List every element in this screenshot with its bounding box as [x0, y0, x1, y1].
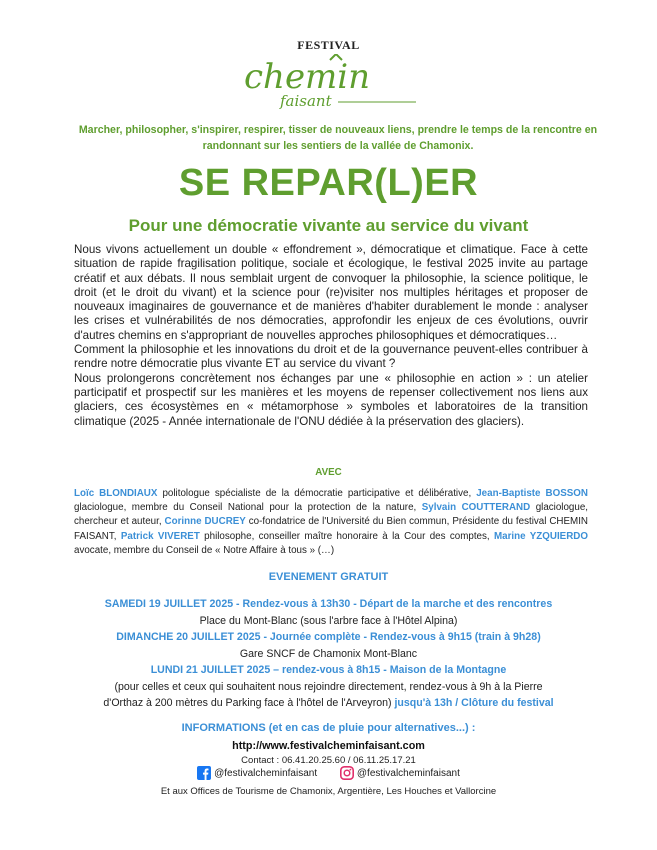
guest-name: Corinne DUCREY — [164, 516, 246, 528]
body-text — [74, 243, 588, 429]
guest-name: Marine YZQUIERDO — [493, 530, 588, 542]
festival-label: FESTIVAL — [297, 38, 360, 52]
logo-sub-text: faisant — [280, 92, 332, 110]
intro-text: Marcher, philosopher, s'inspirer, respirer, tisser de nouveaux liens, prendre le temps de la rencontre en randonnant sur les sentiers de la vallée de Chamonix. — [78, 124, 598, 152]
instagram-handle: @festivalcheminfaisant — [356, 767, 460, 779]
guest-name: Sylvain COUTTERAND — [421, 502, 531, 514]
guest-desc: politologue spécialiste de la démocratie participative et délibérative, — [157, 488, 477, 499]
guest-desc: avocate, membre du Conseil de « Notre Affaire à tous » (…) — [74, 544, 335, 556]
guest-desc: co-fondatrice de l'Université du Bien commun, Présidente du festival CHEMIN FAISANT, — [74, 516, 588, 542]
main-title: SE REPAR(L)ER — [178, 162, 479, 204]
instagram-link[interactable] — [340, 766, 460, 780]
guest-name: Loïc BLONDIAUX — [74, 488, 158, 499]
guest-list — [74, 487, 588, 558]
tourism-offices: Et aux Offices de Tourisme de Chamonix, Argentière, Les Houches et Vallorcine — [160, 786, 497, 797]
logo-main-text: chemin — [244, 57, 371, 97]
day3-note-line2 — [0, 695, 657, 712]
chemin-faisant-logo — [238, 54, 423, 114]
facebook-link[interactable] — [197, 766, 317, 780]
day3-note-text: d'Orthaz à 200 mètres du Parking face à l'hôtel de l'Arveyron) — [103, 697, 392, 709]
body-paragraph-3: Nous prolongerons concrètement nos échanges par une « philosophie en action » : un atelier participatif et prospectif sur les manières et les moyens de repenser collectivement nos liens aux glaciers, ces écosystèmes en « métamorphose » symboles et laboratoires de la transition climatique (2025 - Année internationale de l'ONU dédiée à la préservation des glaciers). — [74, 371, 588, 428]
guest-name: Patrick VIVERET — [120, 530, 200, 542]
guest-desc: glaciologue, chercheur et auteur, — [74, 502, 588, 528]
schedule — [0, 596, 657, 712]
event-heading: EVENEMENT GRATUIT — [268, 571, 389, 583]
day3-note-line1: (pour celles et ceux qui souhaitent nous rejoindre directement, rendez-vous à 9h à la Pierre — [114, 680, 543, 693]
contact-phones: Contact : 06.41.20.25.60 / 06.11.25.17.21 — [241, 755, 416, 766]
day2-place: Gare SNCF de Chamonix Mont-Blanc — [239, 647, 418, 660]
day1-place: Place du Mont-Blanc (sous l'arbre face à l'Hôtel Alpina) — [199, 614, 458, 627]
facebook-handle: @festivalcheminfaisant — [214, 767, 318, 779]
body-paragraph-2: Comment la philosophie et les innovations du droit et de la gouvernance peuvent-elles contribuer à rendre notre démocratie plus vivante ET au service du vivant ? — [74, 343, 588, 371]
day3-heading: LUNDI 21 JUILLET 2025 – rendez-vous à 8h15 - Maison de la Montagne — [150, 664, 507, 676]
website-link[interactable]: http://www.festivalcheminfaisant.com — [232, 740, 425, 752]
day2-heading: DIMANCHE 20 JUILLET 2025 - Journée complète - Rendez-vous à 9h15 (train à 9h28) — [116, 631, 541, 643]
info-heading: INFORMATIONS (et en cas de pluie pour alternatives...) : — [181, 722, 476, 734]
facebook-icon — [197, 766, 211, 780]
day3-end: jusqu'à 13h / Clôture du festival — [391, 697, 554, 709]
day1-heading: SAMEDI 19 JUILLET 2025 - Rendez-vous à 13h30 - Départ de la marche et des rencontres — [104, 598, 553, 610]
guest-desc: philosophe, conseiller maître honoraire à la Cour des comptes, — [199, 530, 494, 542]
social-links — [0, 766, 657, 784]
guest-name: Jean-Baptiste BOSSON — [476, 488, 588, 499]
subtitle: Pour une démocratie vivante au service du vivant — [128, 216, 529, 235]
instagram-icon — [340, 766, 354, 780]
body-paragraph-1: Nous vivons actuellement un double « effondrement », démocratique et climatique. Face à cette situation de rapide fragilisation politique, sociale et écologique, le festival 2025 invite au partage créatif et aux débats. Il nous semblait urgent de convoquer la philosophie, la science politique, le droit (et le droit du vivant) et la science pour (re)visiter nos multiples héritages et proposer de nouveaux imaginaires de gouvernance et de manières d'habiter durablement le monde : analyser les crises et vulnérabilités de nos démocraties, approfondir les enjeux de ces évolutions, ouvrir d'autres chemins en s'appropriant de nouvelles approches philosophiques et démocratiques… — [74, 243, 588, 342]
avec-heading: AVEC — [315, 467, 342, 478]
guest-desc: glaciologue, membre du Conseil National pour la protection de la nature, — [74, 502, 422, 514]
